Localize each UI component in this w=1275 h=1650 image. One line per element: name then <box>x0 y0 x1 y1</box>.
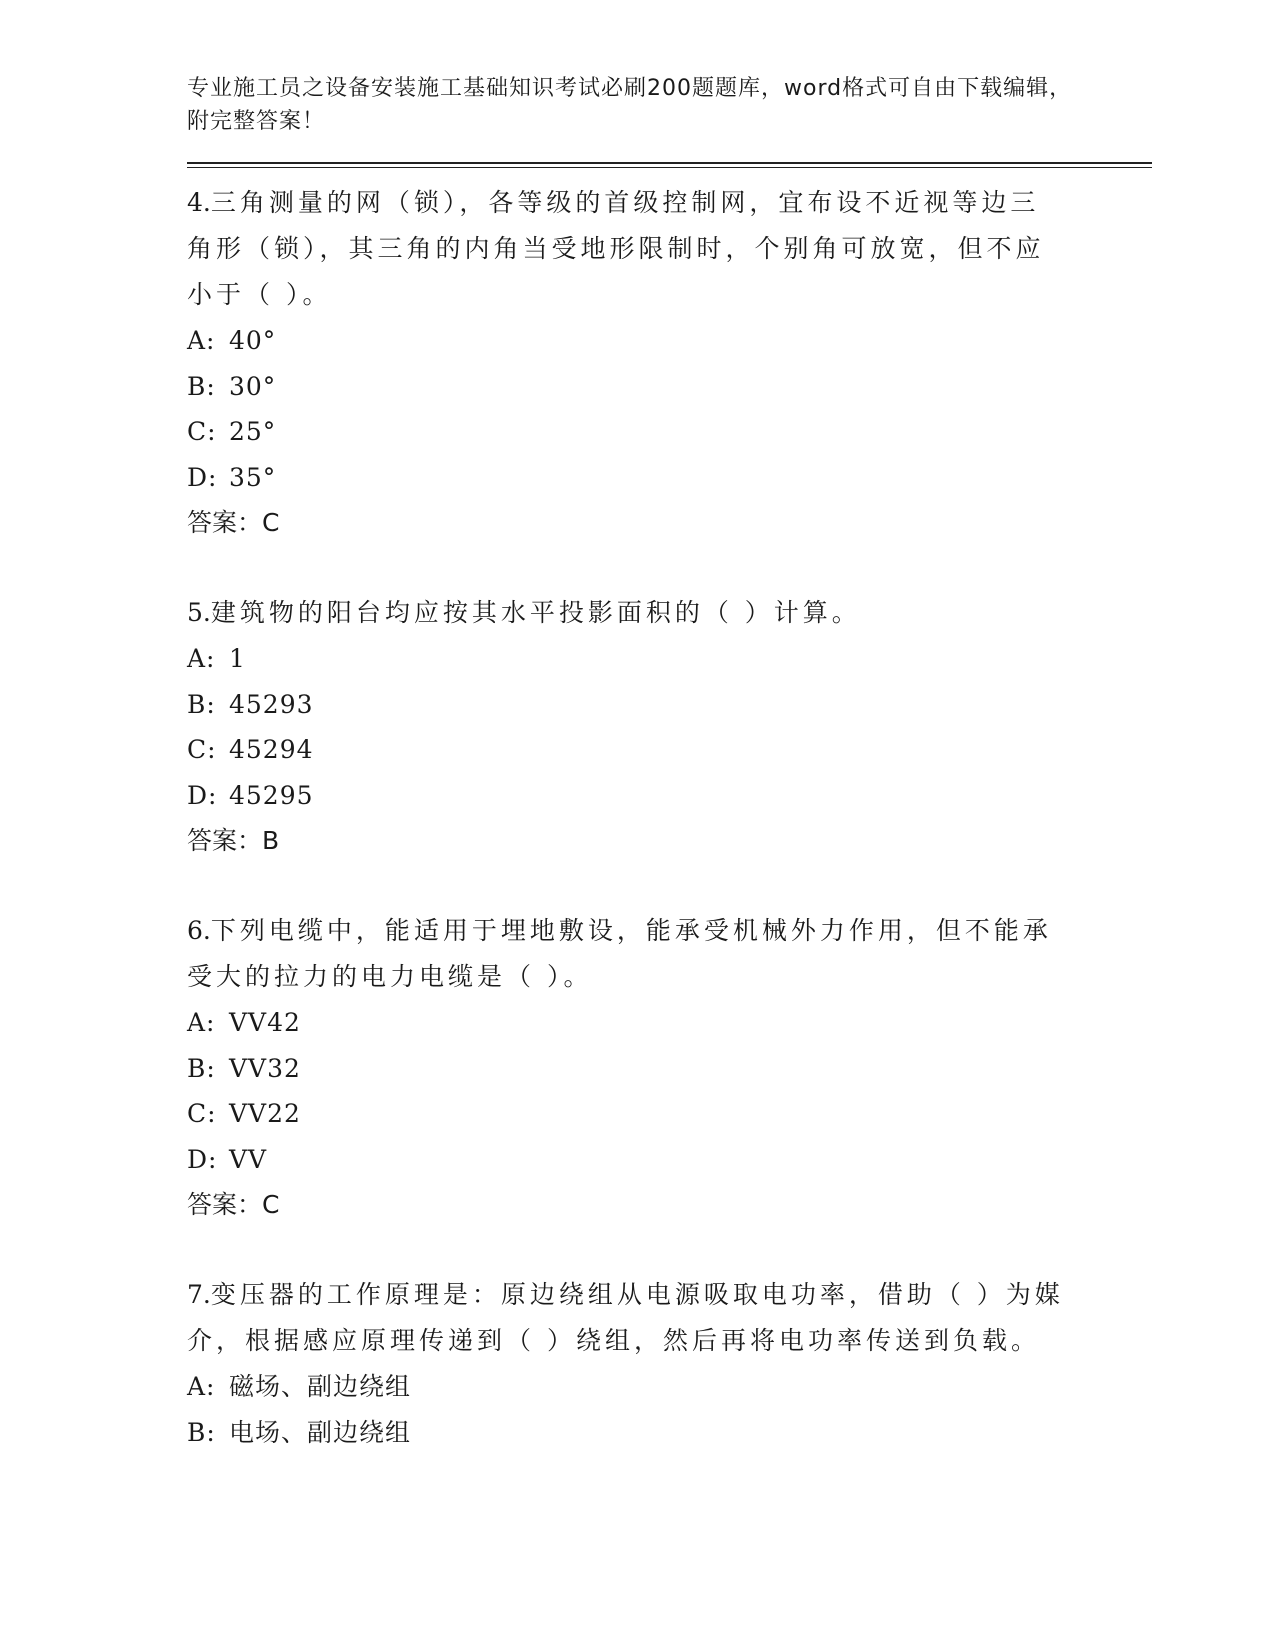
option-letter: A: <box>187 644 216 673</box>
option-a <box>187 1000 1152 1046</box>
option-b <box>187 1410 1152 1456</box>
document-header: 专业施工员之设备安装施工基础知识考试必刷200题题库，word格式可自由下载编辑，附完整答案！ <box>187 76 1073 134</box>
option-text: 磁场、副边绕组 <box>229 1372 412 1401</box>
option-text: 35° <box>229 462 277 492</box>
option-letter: C: <box>187 417 217 446</box>
question-text: 变压器的工作原理是：原边绕组从电源吸取电功率，借助（ ）为媒介，根据感应原理传递到（ ）绕组，然后再将电功率传送到负载。 <box>187 1280 1064 1355</box>
question-number: 4. <box>187 188 211 217</box>
question-number: 6. <box>187 916 211 945</box>
option-letter: D: <box>187 462 218 492</box>
option-c <box>187 409 1152 455</box>
option-text: VV <box>229 1144 268 1174</box>
option-letter: A: <box>187 326 216 355</box>
option-letter: A: <box>187 1372 216 1401</box>
spacer <box>187 1228 1152 1272</box>
option-c <box>187 1091 1152 1137</box>
option-text: 30° <box>229 371 277 401</box>
option-letter: C: <box>187 1099 217 1128</box>
question-stem <box>187 1272 1067 1364</box>
option-letter: D: <box>187 780 218 810</box>
option-text: 25° <box>229 417 277 446</box>
question-stem <box>187 590 1067 636</box>
question-number: 5. <box>187 598 211 627</box>
question-text: 下列电缆中，能适用于埋地敷设，能承受机械外力作用，但不能承受大的拉力的电力电缆是（ ）。 <box>187 916 1052 991</box>
question-stem <box>187 908 1067 1000</box>
option-a <box>187 636 1152 682</box>
question-4 <box>187 180 1152 546</box>
option-letter: B: <box>187 689 216 719</box>
option-text: 45294 <box>229 735 314 764</box>
option-text: 45293 <box>229 689 314 719</box>
option-text: VV32 <box>229 1053 301 1083</box>
option-letter: C: <box>187 735 217 764</box>
option-letter: D: <box>187 1144 218 1174</box>
option-letter: B: <box>187 371 216 401</box>
option-b <box>187 364 1152 410</box>
option-text: VV22 <box>229 1099 301 1128</box>
question-number: 7. <box>187 1280 211 1309</box>
spacer <box>187 546 1152 590</box>
answer-line: 答案：B <box>187 826 280 855</box>
option-letter: B: <box>187 1417 216 1447</box>
option-a <box>187 318 1152 364</box>
option-text: 45295 <box>229 780 314 810</box>
answer-line: 答案：C <box>187 508 280 537</box>
option-letter: B: <box>187 1053 216 1083</box>
option-letter: A: <box>187 1008 216 1037</box>
option-text: 1 <box>229 644 246 673</box>
question-6 <box>187 908 1152 1228</box>
question-5 <box>187 590 1152 864</box>
option-b <box>187 1046 1152 1092</box>
question-7 <box>187 1272 1152 1455</box>
option-text: 电场、副边绕组 <box>229 1417 412 1447</box>
option-text: 40° <box>229 326 277 355</box>
header-divider <box>187 162 1152 168</box>
option-a <box>187 1364 1152 1410</box>
question-text: 三角测量的网（锁），各等级的首级控制网，宜布设不近视等边三角形（锁），其三角的内角当受地形限制时，个别角可放宽，但不应小于（ ）。 <box>187 188 1045 309</box>
document-page <box>187 72 1152 1455</box>
question-stem <box>187 180 1067 318</box>
option-text: VV42 <box>229 1008 301 1037</box>
option-d <box>187 1137 1152 1183</box>
option-d <box>187 455 1152 501</box>
spacer <box>187 864 1152 908</box>
question-text: 建筑物的阳台均应按其水平投影面积的（ ）计算。 <box>210 598 861 627</box>
answer-line: 答案：C <box>187 1190 280 1219</box>
option-b <box>187 682 1152 728</box>
option-c <box>187 727 1152 773</box>
option-d <box>187 773 1152 819</box>
